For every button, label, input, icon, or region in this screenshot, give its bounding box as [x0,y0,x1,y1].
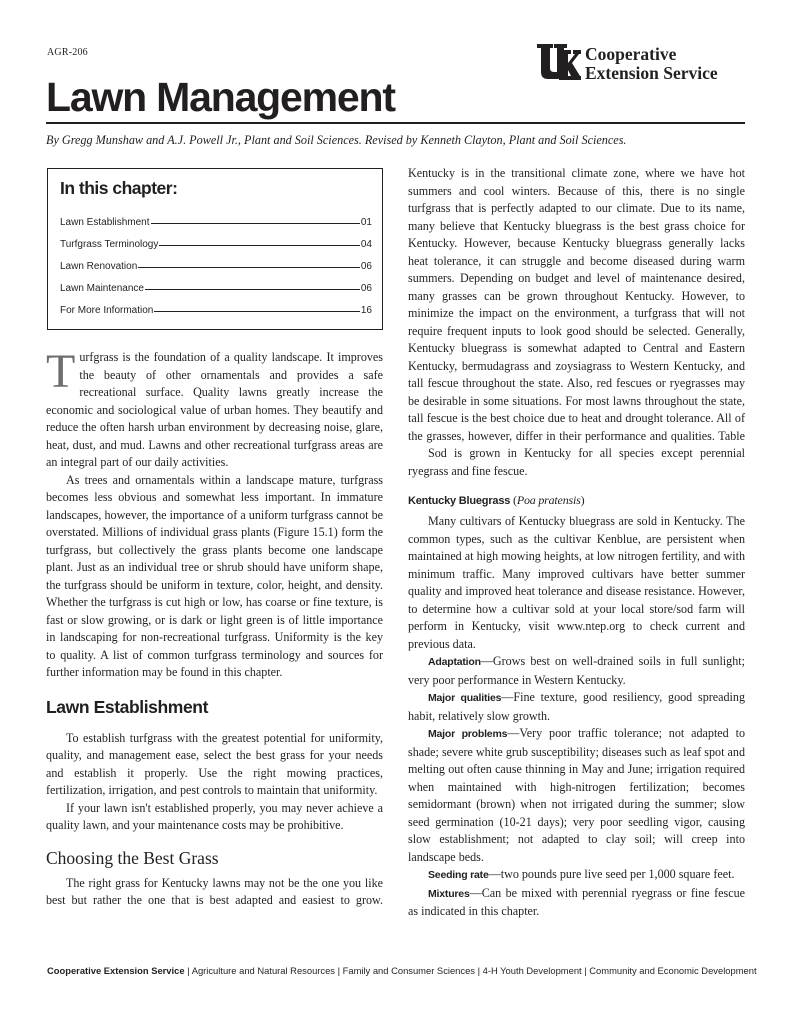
trait-label: Major qualities [428,692,502,704]
toc-item-title: Lawn Establishment [60,217,150,228]
logo-line-2: Extension Service [585,63,718,83]
toc-item-title: Lawn Maintenance [60,283,144,294]
toc-leader [138,267,360,268]
toc-leader [154,311,360,312]
trait-text: —Very poor traffic tolerance; not adapted to shade; severe white grub susceptibility; diseases such as leaf spot and melting out often cause thinning in May and June; irrigation required when maintained with high-nitrogen fertilization; becomes semidormant (brown) when not irrigated during the summer; slow seed germination (10-21 days); very poor seedling vigor, causing slow establishment; not adapted to clay soil; will creep into landscape beds. [408,726,745,864]
choosing-paragraph-1-part-a: The right grass for Kentucky lawns may not be the one you like best but rather the one that is best adapted and easiest to grow. [46,875,383,907]
trait-mixtures [408,885,745,921]
trait-major-problems [408,725,745,866]
trait-label: Mixtures [428,887,470,900]
chapter-contents-box [47,168,383,330]
uk-extension-logo [537,44,749,84]
sod-paragraph: Sod is grown in Kentucky for all species except perennial ryegrass and fine fescue. [408,446,745,478]
trait-label: Major problems [428,728,508,740]
intro-paragraph-2: As trees and ornamentals within a landscape mature, turfgrass becomes less obvious and somewhat less important. In immature landscapes, however, the importance of a uniform turfgrass cannot be overstated. Millions of individual grass plants (Figure 15.1) form the turfgrass, but collectively the grass plants become one landscape plant. Just as an individual tree or shrub should have uniform shape, the turfgrass should be uniform in texture, color, height, and density. Whether the turfgrass is cut high or low, has coarse or fine texture, is fast or slow growing, or is dark or light green is of little importance in landscaping for non-recreational turfgrass. Uniformity is the key to quality. A list of common turfgrass terminology and sources for further information may be found in this chapter. [46,472,383,679]
footer-units: | Agriculture and Natural Resources | Family and Consumer Sciences | 4-H Youth Development | Community and Economic Development [184,965,757,976]
toc-heading: In this chapter: [60,178,178,198]
document-code: AGR-206 [47,47,88,58]
trait-text: —Fine texture, good resiliency, good spreading habit, relatively slow growth. [408,690,746,723]
bluegrass-paragraph: Many cultivars of Kentucky bluegrass are sold in Kentucky. The common types, such as the cultivar Kenblue, are persistent when maintained at high mowing heights, at low nitrogen fertility, and with minimum traffic. Many improved cultivars have better summer quality and improved heat tolerance and disease resistance. However, to determine how a cultivar sold at your local store/sod farm will perform in Kentucky, visit www.ntep.org to check current and previous data. [408,514,745,651]
trait-adaptation [408,653,745,689]
page-title: Lawn Management [46,74,395,120]
trait-text: —two pounds pure live seed per 1,000 square feet. [488,867,735,881]
species-latin-name: Poa pratensis [516,493,581,507]
toc-leader [145,289,360,290]
section-heading-lawn-establishment: Lawn Establishment [46,696,208,717]
toc-item-page: 16 [360,305,372,316]
choosing-paragraph-continued [408,165,745,445]
toc-item[interactable] [60,261,372,275]
intro-paragraph-1 [46,345,383,472]
trait-seeding-rate [408,866,745,885]
trait-major-qualities [408,689,745,725]
toc-item[interactable] [60,305,372,319]
toc-leader [151,223,360,224]
toc-leader [159,245,360,246]
footer [47,965,757,976]
toc-item-page: 04 [360,239,372,250]
left-column [46,345,383,910]
trait-label: Adaptation [428,656,481,668]
establishment-paragraph-2: If your lawn isn't established properly, you may never achieve a quality lawn, and your maintenance costs may be prohibitive. [46,800,383,832]
toc-item[interactable] [60,239,372,253]
toc-item-page: 06 [360,261,372,272]
footer-org: Cooperative Extension Service [47,965,185,976]
choosing-paragraph-1-part-b: Kentucky is in the transitional climate zone, where we have hot summers and cool winters. Because of this, there is no single turfgrass that is perfectly adapted to our climate. Due to its name, many believe that Kentucky bluegrass is the best grass choice for Kentucky. However, because Kentucky bluegrass generally lacks heat tolerance, it can struggle and become diseased during warm summers. Depending on budget and level of maintenance desired, many grasses can be grown throughout Kentucky. However, to minimize the impact on the environment, a turfgrass that will not require frequent inputs to look good should be selected. Generally, Kentucky bluegrass is somewhat adapted to Central and Eastern Kentucky, bermudagrass and zoysiagrass to Western Kentucky, and tall fescue throughout the state. Also, red fescues or ryegrasses may be desirable in some situations. For most lawns throughout the state, tall fescue is the best choice due to heat and drought tolerance. All of the grasses, however, differ in their performance and qualities. Table [408,166,745,443]
trait-text: —Grows best on well-drained soils in full sunlight; very poor performance in Western Kentucky. [408,654,745,687]
intro-text-1: urfgrass is the foundation of a quality landscape. It improves the beauty of other ornamentals and provides a safe recreational surface. Quality lawns greatly increase the economic and sociological value of urban homes. They beautify and reduce the often harsh urban environment by decreasing noise, glare, heat, dust, and mud. Lawns and other recreational turfgrass areas are an integral part of our daily activities. [46,350,383,469]
paren-close: ) [580,493,585,507]
drop-cap: T [46,345,76,398]
toc-item[interactable] [60,217,372,231]
logo-line-1: Cooperative [585,44,677,64]
species-name: Kentucky Bluegrass [408,495,511,507]
right-column [408,165,745,921]
byline: By Gregg Munshaw and A.J. Powell Jr., Plant and Soil Sciences. Revised by Kenneth Clayton, Plant and Soil Sciences. [46,133,627,147]
toc-item-title: For More Information [60,305,154,316]
toc-item-title: Turfgrass Terminology [60,239,159,250]
toc-item[interactable] [60,283,372,297]
toc-item-title: Lawn Renovation [60,261,138,272]
toc-item-page: 01 [360,217,372,228]
trait-text: —Can be mixed with perennial ryegrass or fine fescue as indicated in this chapter. [408,885,745,918]
paren-open: ( [513,493,517,507]
establishment-paragraph-1: To establish turfgrass with the greatest potential for uniformity, quality, and management ease, select the best grass for your needs and establish it properly. Use the right mowing practices, fertilization, irrigation, and pest controls to maintain that uniformity. [46,730,383,797]
title-divider [46,122,745,124]
trait-label: Seeding rate [428,869,489,881]
subsection-heading-choosing-grass: Choosing the Best Grass [46,847,219,868]
uk-logo-icon [537,44,581,82]
species-heading-kentucky-bluegrass [408,492,745,509]
toc-item-page: 06 [360,283,372,294]
